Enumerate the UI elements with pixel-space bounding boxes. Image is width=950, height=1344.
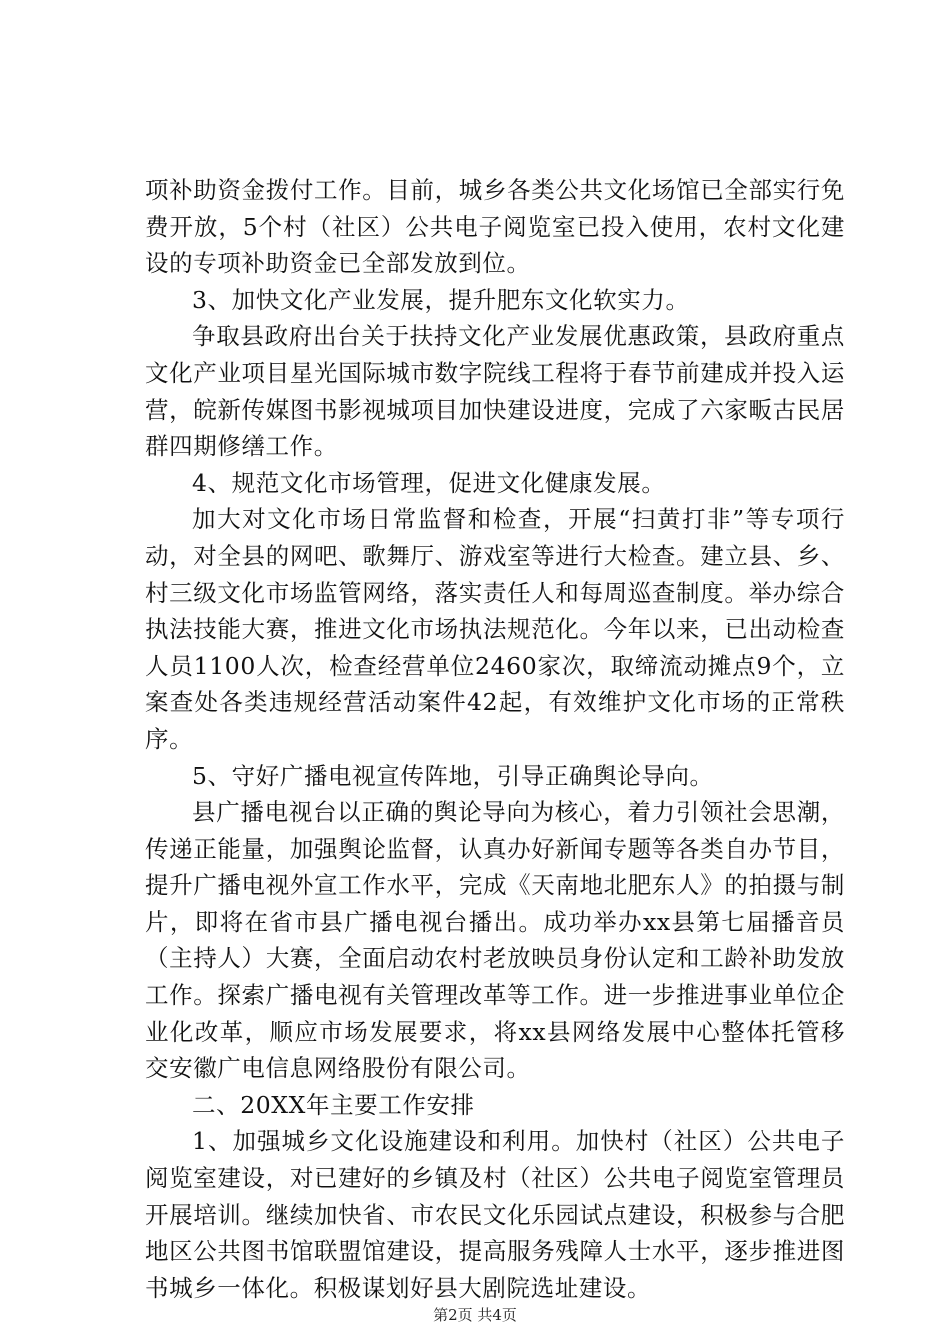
section-heading: 4、规范文化市场管理，促进文化健康发展。 — [192, 468, 666, 497]
section-heading: 3、加快文化产业发展，提升肥东文化软实力。 — [192, 285, 690, 314]
body-text — [145, 172, 845, 1306]
paragraph: 项补助资金拨付工作。目前，城乡各类公共文化场馆已全部实行免费开放，5个村（社区）公共电子阅览室已投入使用，农村文化建设的专项补助资金已全部发放到位。 — [145, 176, 845, 278]
paragraph: 加大对文化市场日常监督和检查，开展“扫黄打非”等专项行动，对全县的网吧、歌舞厅、游戏室等进行大检查。建立县、乡、村三级文化市场监管网络，落实责任人和每周巡查制度。举办综合执法技能大赛，推进文化市场执法规范化。今年以来，已出动检查人员1100人次，检查经营单位2460家次，取缔流动摊点9个，立案查处各类违规经营活动案件42起，有效维护文化市场的正常秩序。 — [145, 505, 845, 753]
paragraph: 县广播电视台以正确的舆论导向为核心，着力引领社会思潮，传递正能量，加强舆论监督，认真办好新闻专题等各类自办节目，提升广播电视外宣工作水平，完成《天南地北肥东人》的拍摄与制片，即将在省市县广播电视台播出。成功举办xx县第七届播音员（主持人）大赛，全面启动农村老放映员身份认定和工龄补助发放工作。探索广播电视有关管理改革等工作。进一步推进事业单位企业化改革，顺应市场发展要求，将xx县网络发展中心整体托管移交安徽广电信息网络股份有限公司。 — [145, 798, 845, 1083]
page-footer: 第2页 共4页 — [433, 1306, 517, 1324]
paragraph: 1、加强城乡文化设施建设和利用。加快村（社区）公共电子阅览室建设，对已建好的乡镇及村（社区）公共电子阅览室管理员开展培训。继续加快省、市农民文化乐园试点建设，积极参与合肥地区公共图书馆联盟馆建设，提高服务残障人士水平，逐步推进图书城乡一体化。积极谋划好县大剧院选址建设。 — [145, 1127, 845, 1302]
section-heading: 5、守好广播电视宣传阵地，引导正确舆论导向。 — [192, 761, 714, 790]
paragraph: 争取县政府出台关于扶持文化产业发展优惠政策，县政府重点文化产业项目星光国际城市数字院线工程将于春节前建成并投入运营，皖新传媒图书影视城项目加快建设进度，完成了六家畈古民居群四期修缮工作。 — [145, 322, 845, 461]
chapter-heading: 二、20XX年主要工作安排 — [192, 1090, 475, 1119]
